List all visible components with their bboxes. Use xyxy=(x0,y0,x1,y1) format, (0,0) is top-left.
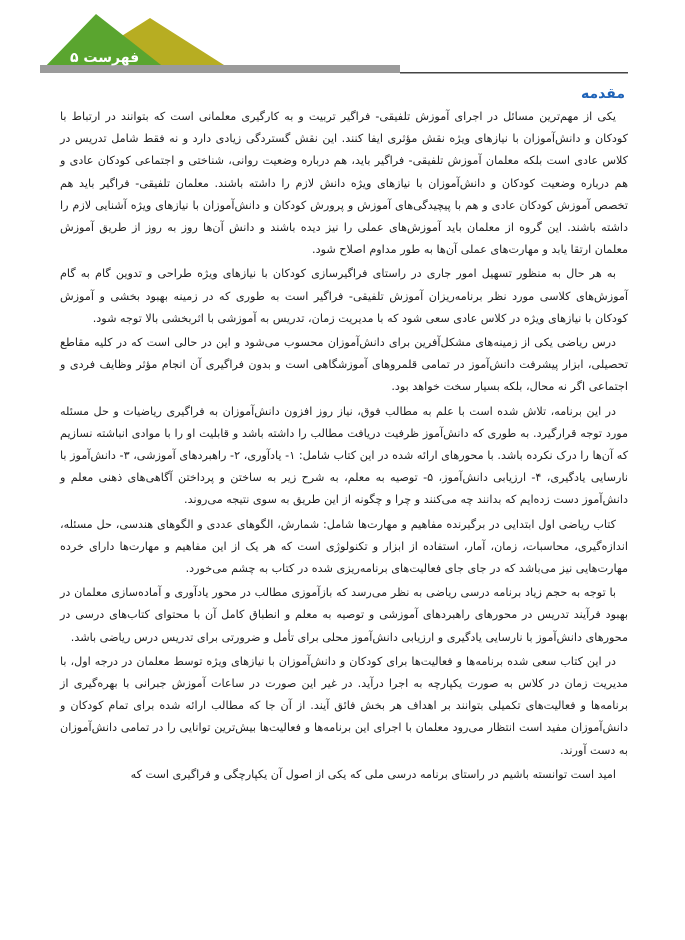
header-rule xyxy=(40,65,400,73)
paragraph: در این برنامه، تلاش شده است با علم به مطالب فوق، نیاز روز افزون دانش‌آموزان به فراگیری ریاضیات و حل مسئله مورد توجه قرارگیرد. به طوری که دانش‌آموز ظرفیت دریافت مطالب را داشته باشد و قابلیت او را با موادی انباشته نسازیم که آن‌ها را درک نکرده باشد. با محورهای ارائه شده در این کتاب شامل: ۱- یادآوری، ۲- راهبردهای آموزشی، ۳- دانش‌آموز با نارسایی یادگیری، ۴- ارزیابی دانش‌آموز، ۵- توصیه به معلم، به شرح زیر به ساختن و پرداختن آگاهی‌های ذهنی معلم و دانش‌آموز دست زده‌ایم که بدانند چه می‌کنند و چرا و چگونه از این طریق به سوی نتیجه می‌روند. xyxy=(60,404,629,507)
paragraph: با توجه به حجم زیاد برنامه درسی ریاضی به نظر می‌رسد که بازآموزی مطالب در محور یادآوری و آماده‌سازی معلمان در بهبود فرآیند تدریس در محورهای راهبردهای آموزشی و توصیه به معلم و انطباق کامل آن با محتوای کتاب‌های درسی در محورهای دانش‌آموز با نارسایی یادگیری و ارزیابی دانش‌آموز محلی برای تأمل و ضرورتی برای تدریس درس ریاضی باشد. xyxy=(60,586,628,644)
header-thin-rule xyxy=(400,72,628,74)
paragraph: درس ریاضی یکی از زمینه‌های مشکل‌آفرین برای دانش‌آموزان محسوب می‌شود و این در حالی است که در کلیه مقاطع تحصیلی، ابزار پیشرفت دانش‌آموز در تمامی قلمروهای آموزشگاهی است و بدون فراگیری آن انجام مؤثر وظایف فردی و اجتماعی اگر نه محال، بلکه بسیار سخت خواهد بود. xyxy=(60,336,628,394)
page-number-title: فهرست ۵ xyxy=(70,50,140,66)
paragraph: امید است توانسته باشیم در راستای برنامه درسی ملی که یکی از اصول آن یکپارچگی و فراگیری است که xyxy=(130,767,616,781)
page-header xyxy=(0,0,685,80)
body-text xyxy=(60,106,628,788)
paragraph: کتاب ریاضی اول ابتدایی در برگیرنده مفاهیم و مهارت‌ها شامل: شمارش، الگوهای عددی و الگوهای هندسی، حل مسئله، اندازه‌گیری، محاسبات، زمان، آمار، استفاده از ابزار و تکنولوژی است که هر یک از این مفاهیم و مهارت‌ها دارای خرده مهارت‌هایی نیز می‌باشد که در جای جای فعالیت‌های برنامه‌ریزی شده در کتاب به چشم می‌خورد. xyxy=(60,517,628,576)
section-heading: مقدمه xyxy=(581,86,625,102)
paragraph: یکی از مهم‌ترین مسائل در اجرای آموزش تلفیقی- فراگیر تربیت و به کارگیری معلمانی است که بتوانند در ارتباط با کودکان و دانش‌آموزان با نیازهای ویژه نقش مؤثری ایفا کنند. این نقش گستردگی زیادی دارد و نه فقط شامل تدریس در کلاس عادی است بلکه معلمان آموزش تلفیقی- فراگیر باید، هم درباره وضعیت روانی، شناختی و اجتماعی کودکان عادی و هم درباره وضعیت کودکان و دانش‌آموزان با نیازهای ویژه دانش لازم را داشته باشند. معلمان تلفیقی- فراگیر باید هم تخصص آموزش کودکان عادی و هم با پیچیدگی‌های آموزش و پرورش کودکان و دانش‌آموزان با نیازهای ویژه آشنایی لازم را داشته باشند. این گروه از معلمان باید آموزش‌های عملی را نیز دیده باشند و دانش آن‌ها روز به روز از طریق آموزش معلمان ارتقا یابد و مهارت‌های عملی آن‌ها به طور مداوم اصلاح شود. xyxy=(60,110,628,257)
paragraph: در این کتاب سعی شده برنامه‌ها و فعالیت‌ها برای کودکان و دانش‌آموزان با نیازهای ویژه توسط معلمان در درجه اول، با مدیریت زمان در کلاس به صورت یکپارچه به اجرا درآید. در غیر این صورت در ساعات آموزش جبرانی با بهره‌گیری از برنامه‌ها و فعالیت‌های تکمیلی بتوانند بر اهداف هر بخش فائق آیند. از آن جا که مطالب ارائه شده برای تمام کودکان و دانش‌آموزان مفید است انتظار می‌رود معلمان با اجرای این برنامه‌ها و فعالیت‌ها بیش‌ترین توانایی را در تمامی دانش‌آموزان به دست آورند. xyxy=(60,654,628,757)
header-decoration xyxy=(0,0,685,80)
paragraph: به هر حال به منظور تسهیل امور جاری در راستای فراگیرسازی کودکان با نیازهای ویژه طراحی و تدوین گام به گام آموزش‌های کلاسی مورد نظر برنامه‌ریزان آموزش تلفیقی- فراگیر است به طوری که در زمینه بهبود بخشی و آموزش کودکان با نیازهای ویژه در کلاس عادی سعی شود که با مدیریت زمان، تدریس به آموزشی با اثربخشی بالا توجه شود. xyxy=(60,267,628,325)
